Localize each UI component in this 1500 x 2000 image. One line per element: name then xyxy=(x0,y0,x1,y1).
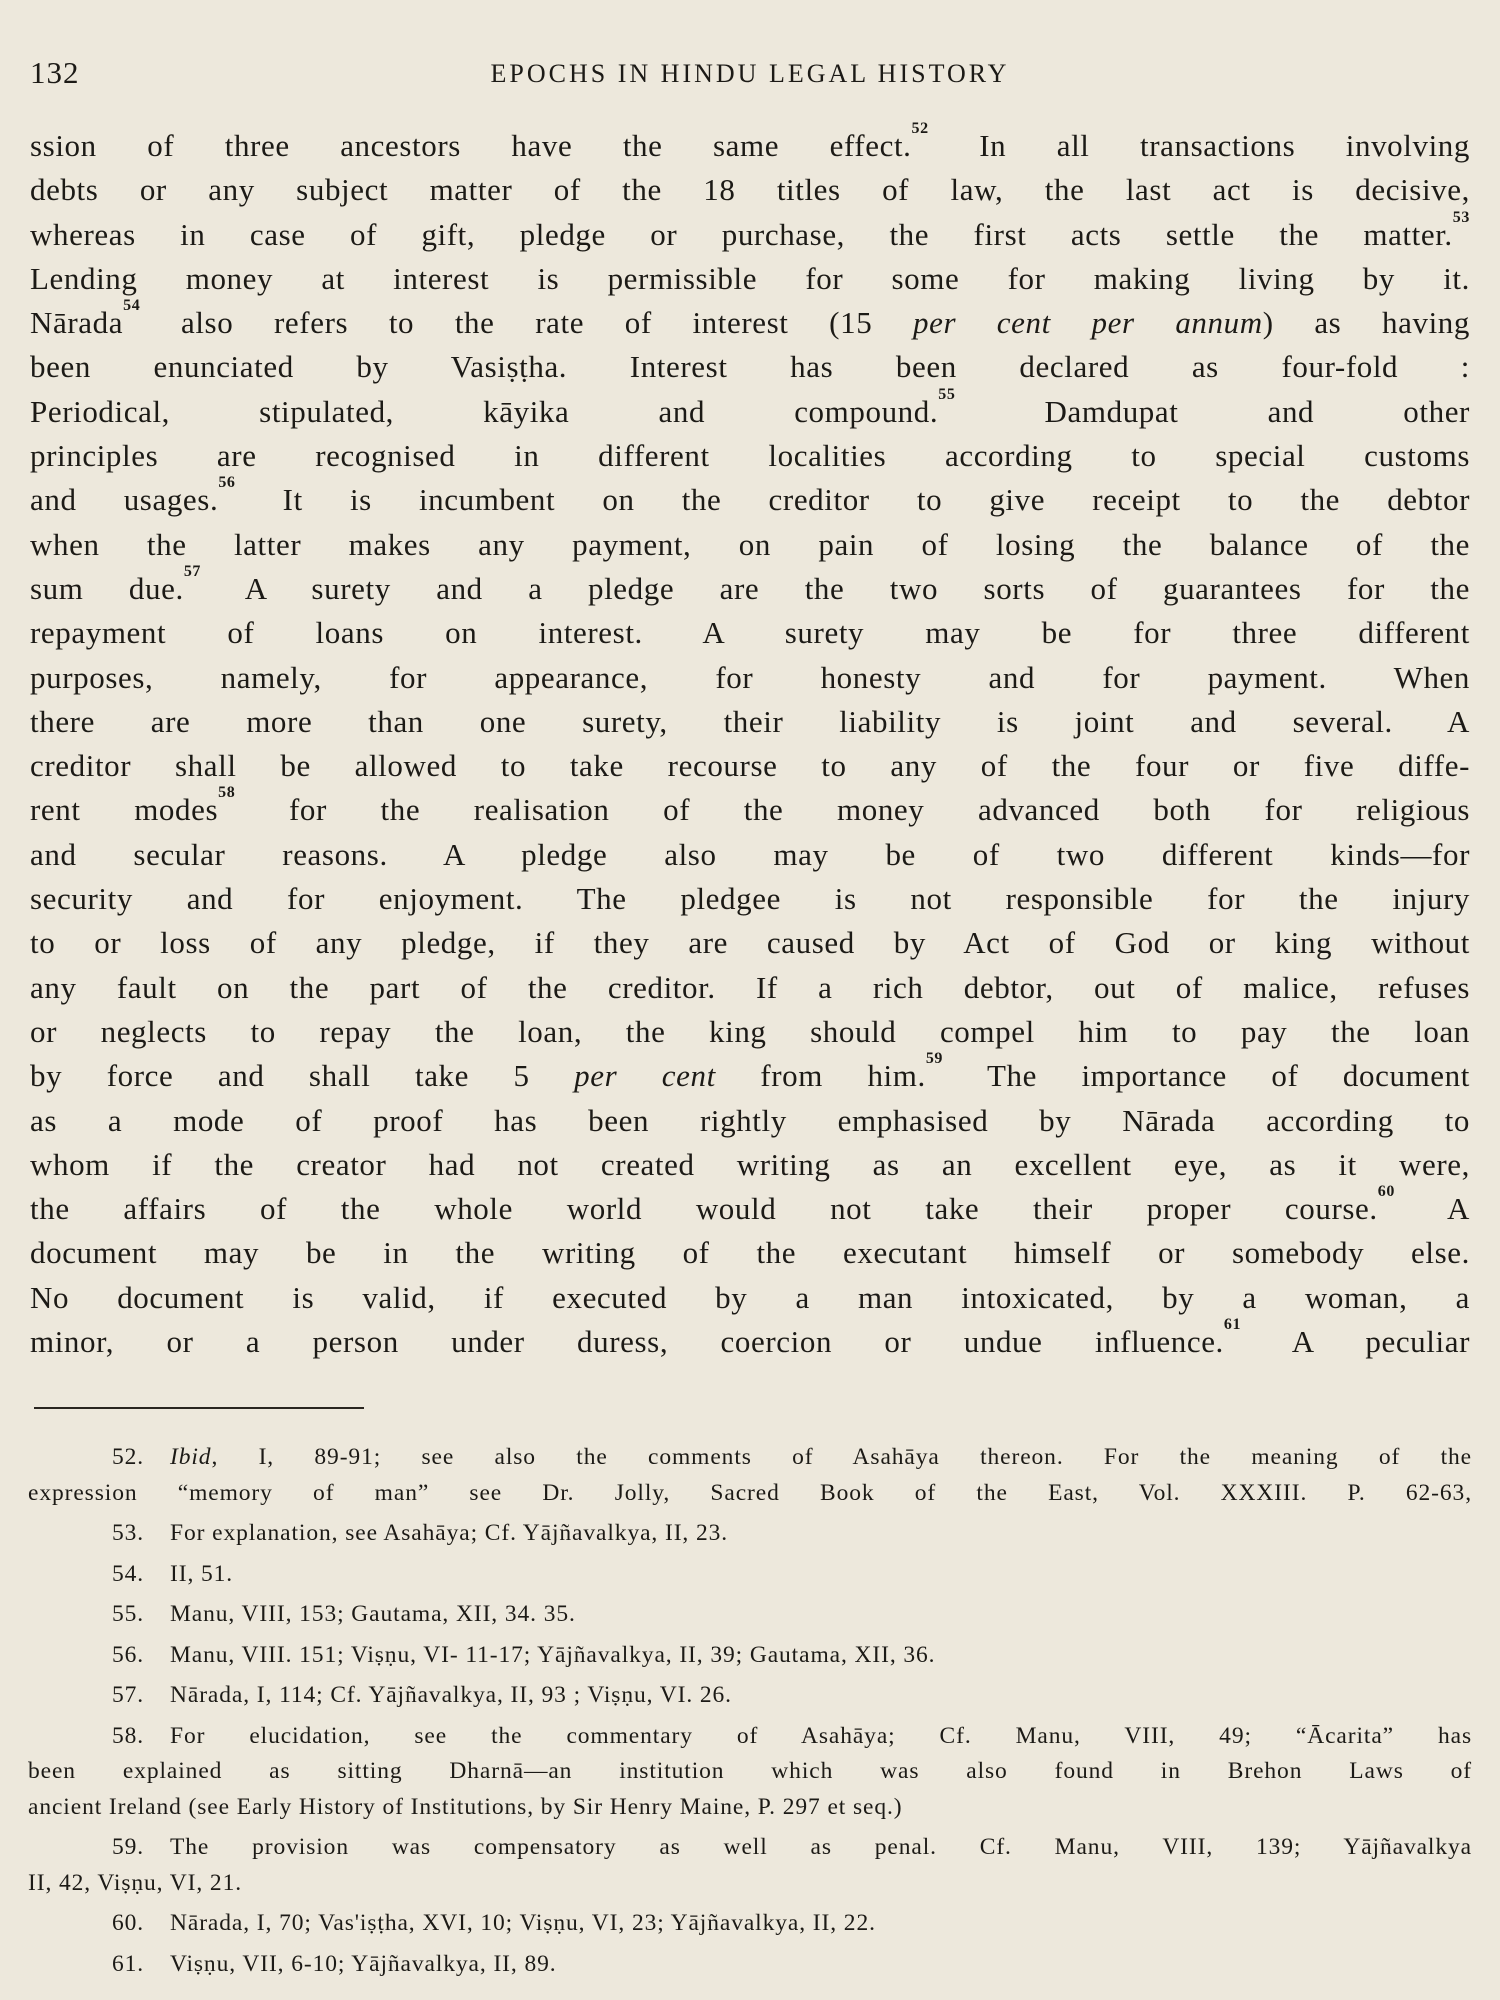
footnote-59-cont: II, 42, Viṣṇu, VI, 21. xyxy=(28,1869,243,1896)
footnotes xyxy=(28,1440,1472,1982)
text-line: the affairs of the whole world would not take their proper course.$^{60}$ A xyxy=(30,1183,1470,1227)
text-line: by force and shall take 5 per cent from him.$^{59}$ The importance of document xyxy=(30,1050,1470,1094)
footnote-ref[interactable]: 60 xyxy=(1377,1183,1395,1201)
text-line: or neglects to repay the loan, the king should compel him to pay the loan xyxy=(30,1013,1470,1049)
body-text xyxy=(30,120,1471,1364)
text-line: been enunciated by Vasiṣṭha. Interest has been declared as four-fold : xyxy=(30,349,1470,385)
text-line: minor, or a person under duress, coercion or undue influence.$^{61}$ A peculiar xyxy=(30,1316,1470,1360)
footnote-ref[interactable]: 55 xyxy=(938,385,956,403)
footnote-58: 58. For elucidation, see the commentary of Asahāya; Cf. Manu, VIII, 49; “Ācarita” has xyxy=(112,1722,1472,1749)
footnote-61: 61. Viṣṇu, VII, 6-10; Yājñavalkya, II, 89. xyxy=(112,1950,557,1977)
text-line: whom if the creator had not created writing as an excellent eye, as it were, xyxy=(30,1146,1470,1182)
text-line: Lending money at interest is permissible for some for making living by it. xyxy=(30,260,1470,296)
running-title: EPOCHS IN HINDU LEGAL HISTORY xyxy=(490,59,1010,88)
text-line: ssion of three ancestors have the same effect.$^{52}$ In all transactions involving xyxy=(30,120,1470,163)
text-line: security and for enjoyment. The pledgee is not responsible for the injury xyxy=(30,881,1470,917)
footnote-52: 52. Ibid, I, 89-91; see also the comments of Asahāya thereon. For the meaning of the xyxy=(112,1444,1472,1470)
text-line: principles are recognised in different localities according to special customs xyxy=(30,438,1470,474)
footnote-divider xyxy=(34,1407,364,1409)
text-line: Nārada$^{54}$ also refers to the rate of interest (15 per cent per annum) as having xyxy=(30,297,1471,341)
footnote-55: 55. Manu, VIII, 153; Gautama, XII, 34. 35. xyxy=(112,1601,576,1627)
text-line: debts or any subject matter of the 18 titles of law, the last act is decisive, xyxy=(30,172,1470,208)
footnote-ref[interactable]: 53 xyxy=(1452,208,1470,226)
page-number: 132 xyxy=(30,55,80,90)
footnote-54: 54. II, 51. xyxy=(112,1560,234,1587)
text-line: as a mode of proof has been rightly emphasised by Nārada according to xyxy=(30,1102,1470,1138)
text-line: any fault on the part of the creditor. If a rich debtor, out of malice, refuses xyxy=(30,969,1470,1005)
footnote-58-cont: been explained as sitting Dharnā—an institution which was also found in Brehon Laws of xyxy=(28,1758,1472,1784)
text-line: and usages.$^{56}$ It is incumbent on the creditor to give receipt to the debtor xyxy=(30,474,1470,518)
text-line: purposes, namely, for appearance, for honesty and for payment. When xyxy=(30,659,1470,695)
text-line: document may be in the writing of the executant himself or somebody else. xyxy=(30,1235,1470,1271)
footnote-ref[interactable]: 59 xyxy=(925,1050,944,1068)
text-line: rent modes$^{58}$ for the realisation of the money advanced both for religious xyxy=(30,784,1470,828)
text-line: there are more than one surety, their liability is joint and several. A xyxy=(30,703,1470,739)
footnote-52-cont: expression “memory of man” see Dr. Jolly, Sacred Book of the East, Vol. XXXIII. P. 62-63, xyxy=(28,1479,1472,1506)
text-line: creditor shall be allowed to take recourse to any of the four or five diffe- xyxy=(30,748,1470,784)
footnote-ref[interactable]: 57 xyxy=(183,562,202,580)
footnote-ref[interactable]: 52 xyxy=(911,120,929,137)
text-line: repayment of loans on interest. A surety may be for three different xyxy=(30,615,1470,651)
text-line: sum due.$^{57}$ A surety and a pledge are the two sorts of guarantees for the xyxy=(30,562,1470,606)
text-line: when the latter makes any payment, on pain of losing the balance of the xyxy=(30,526,1470,562)
footnote-57: 57. Nārada, I, 114; Cf. Yājñavalkya, II, 93 ; Viṣṇu, VI. 26. xyxy=(112,1682,732,1708)
footnote-ref[interactable]: 58 xyxy=(218,784,236,802)
footnote-ref[interactable]: 54 xyxy=(123,297,141,315)
footnote-ref[interactable]: 56 xyxy=(218,474,236,492)
footnote-53: 53. For explanation, see Asahāya; Cf. Yājñavalkya, II, 23. xyxy=(112,1520,729,1546)
text-line: No document is valid, if executed by a man intoxicated, by a woman, a xyxy=(30,1279,1470,1315)
footnote-ref[interactable]: 61 xyxy=(1223,1316,1242,1334)
footnote-59: 59. The provision was compensatory as well as penal. Cf. Manu, VIII, 139; Yājñavalkya xyxy=(112,1834,1472,1860)
footnote-58-cont: ancient Ireland (see Early History of Institutions, by Sir Henry Maine, P. 297 et seq.) xyxy=(28,1793,903,1820)
page-header xyxy=(30,55,1470,105)
footnote-56: 56. Manu, VIII. 151; Viṣṇu, VI- 11-17; Yājñavalkya, II, 39; Gautama, XII, 36. xyxy=(112,1641,936,1668)
text-line: to or loss of any pledge, if they are caused by Act of God or king without xyxy=(30,925,1470,961)
text-line: whereas in case of gift, pledge or purchase, the first acts settle the matter.$^{53}$ xyxy=(30,208,1470,252)
footnote-60: 60. Nārada, I, 70; Vas'iṣṭha, XVI, 10; Viṣṇu, VI, 23; Yājñavalkya, II, 22. xyxy=(112,1910,876,1936)
text-line: Periodical, stipulated, kāyika and compound.$^{55}$ Damdupat and other xyxy=(30,385,1470,429)
text-line: and secular reasons. A pledge also may be of two different kinds—for xyxy=(30,836,1470,872)
